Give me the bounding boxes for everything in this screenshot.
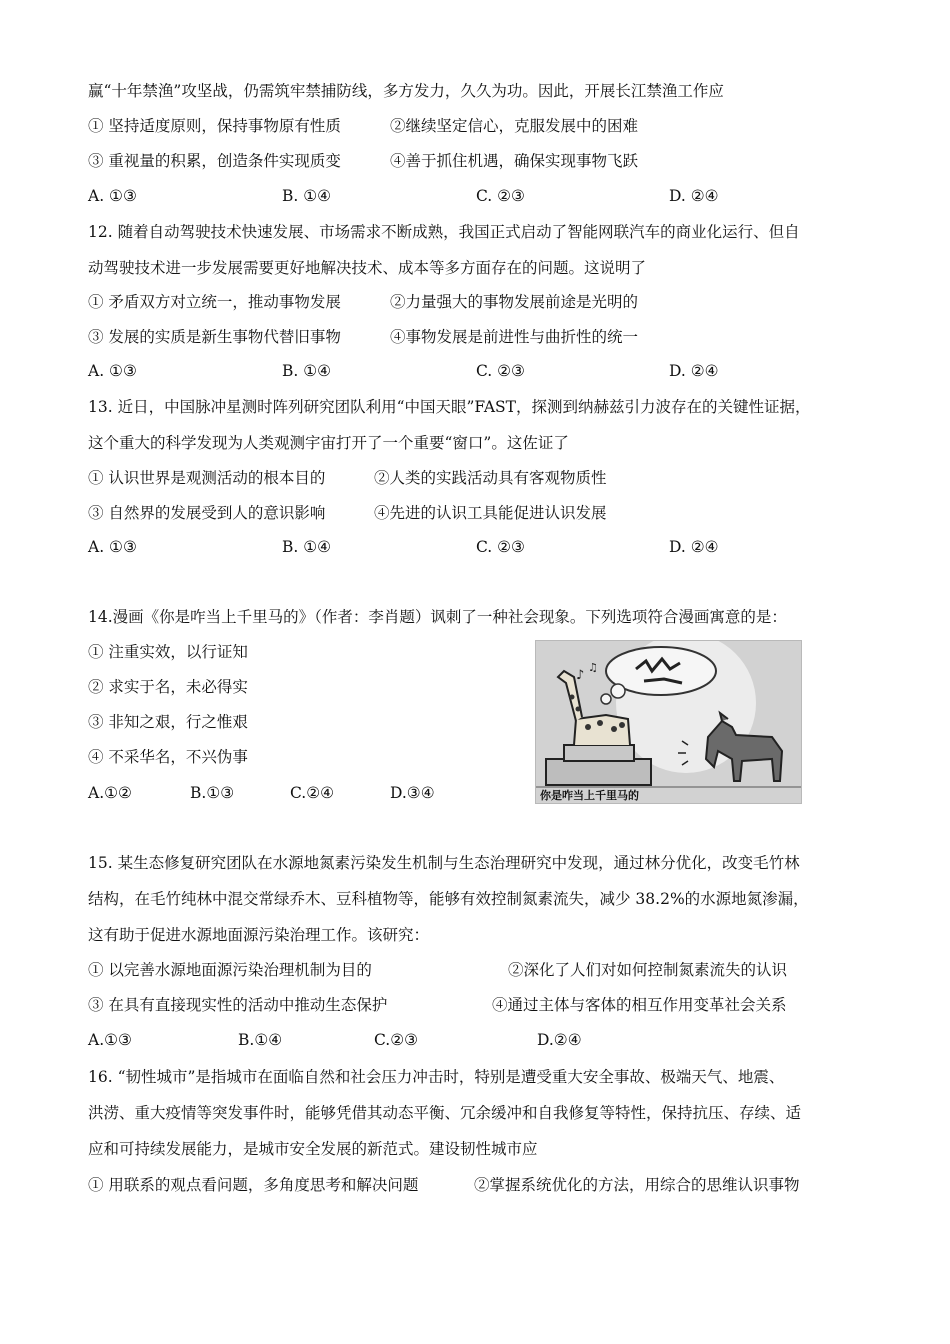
q13-option-d[interactable]: D. ②④ [669, 538, 719, 556]
q14-stem: 14.漫画《你是咋当上千里马的》（作者：李肖题）讽刺了一种社会现象。下列选项符合漫画寓意的是： [88, 608, 787, 626]
q14-option-c[interactable]: C.②④ [290, 784, 335, 802]
q11-statement-3: ③ 重视量的积累，创造条件实现质变 [88, 152, 341, 170]
q11-option-a[interactable]: A. ①③ [88, 187, 137, 205]
q11-statement-2: ②继续坚定信心，克服发展中的困难 [390, 117, 639, 135]
q13-stem-line1: 13. 近日，中国脉冲星测时阵列研究团队利用“中国天眼”FAST，探测到纳赫兹引力波存在的关键性证据， [88, 398, 811, 416]
q13-statement-4: ④先进的认识工具能促进认识发展 [374, 504, 607, 522]
svg-text:♪: ♪ [576, 668, 585, 683]
cartoon-caption: 你是咋当上千里马的 [540, 789, 639, 802]
q12-stem-line2: 动驾驶技术进一步发展需要更好地解决技术、成本等多方面存在的问题。这说明了 [88, 259, 647, 277]
q12-statement-1: ① 矛盾双方对立统一，推动事物发展 [88, 293, 341, 311]
q13-option-c[interactable]: C. ②③ [476, 538, 525, 556]
q12-option-d[interactable]: D. ②④ [669, 362, 719, 380]
q14-option-d[interactable]: D.③④ [390, 784, 435, 802]
q15-option-a[interactable]: A.①③ [88, 1031, 132, 1049]
q13-statement-1: ① 认识世界是观测活动的根本目的 [88, 469, 326, 487]
q13-statement-2: ②人类的实践活动具有客观物质性 [374, 469, 607, 487]
q15-stem-line1: 15. 某生态修复研究团队在水源地氮素污染发生机制与生态治理研究中发现，通过林分优化，改变毛竹林 [88, 854, 800, 872]
q11-option-b[interactable]: B. ①④ [282, 187, 332, 205]
q12-option-a[interactable]: A. ①③ [88, 362, 137, 380]
q12-stem-line1: 12. 随着自动驾驶技术快速发展、市场需求不断成熟，我国正式启动了智能网联汽车的商业化运行、但自 [88, 223, 800, 241]
cartoon-drawing [536, 641, 801, 803]
q16-statement-2: ②掌握系统优化的方法，用综合的思维认识事物 [474, 1176, 800, 1194]
svg-text:♫: ♫ [588, 661, 598, 674]
q15-statement-3: ③ 在具有直接现实性的活动中推动生态保护 [88, 996, 388, 1014]
q14-option-b[interactable]: B.①③ [190, 784, 235, 802]
cartoon-illustration [535, 640, 802, 804]
q15-statement-1: ① 以完善水源地面源污染治理机制为目的 [88, 961, 372, 979]
q13-option-b[interactable]: B. ①④ [282, 538, 332, 556]
q15-option-b[interactable]: B.①④ [238, 1031, 283, 1049]
q11-statement-4: ④善于抓住机遇，确保实现事物飞跃 [390, 152, 639, 170]
q16-stem-line2: 洪涝、重大疫情等突发事件时，能够凭借其动态平衡、冗余缓冲和自我修复等特性，保持抗压、存续、适 [88, 1104, 802, 1122]
q15-statement-2: ②深化了人们对如何控制氮素流失的认识 [508, 961, 788, 979]
q12-statement-2: ②力量强大的事物发展前途是光明的 [390, 293, 639, 311]
q14-statement-3: ③ 非知之艰，行之惟艰 [88, 713, 248, 731]
q14-statement-2: ② 求实于名，未必得实 [88, 678, 248, 696]
q12-option-b[interactable]: B. ①④ [282, 362, 332, 380]
q12-option-c[interactable]: C. ②③ [476, 362, 525, 380]
q11-statement-1: ① 坚持适度原则，保持事物原有性质 [88, 117, 341, 135]
q14-statement-1: ① 注重实效，以行证知 [88, 643, 248, 661]
q14-statement-4: ④ 不采华名，不兴伪事 [88, 748, 248, 766]
q15-option-c[interactable]: C.②③ [374, 1031, 419, 1049]
q12-statement-3: ③ 发展的实质是新生事物代替旧事物 [88, 328, 341, 346]
q15-stem-line2: 结构，在毛竹纯林中混交常绿乔木、豆科植物等，能够有效控制氮素流失，减少 38.2%的水源地氮渗漏， [88, 890, 809, 908]
q15-stem-line3: 这有助于促进水源地面源污染治理工作。该研究： [88, 926, 430, 944]
q13-stem-line2: 这个重大的科学发现为人类观测宇宙打开了一个重要“窗口”。这佐证了 [88, 434, 569, 452]
q15-statement-4: ④通过主体与客体的相互作用变革社会关系 [492, 996, 787, 1014]
q15-option-d[interactable]: D.②④ [537, 1031, 582, 1049]
q16-stem-line3: 应和可持续发展能力，是城市安全发展的新范式。建设韧性城市应 [88, 1140, 538, 1158]
q12-statement-4: ④事物发展是前进性与曲折性的统一 [390, 328, 639, 346]
q13-option-a[interactable]: A. ①③ [88, 538, 137, 556]
q13-statement-3: ③ 自然界的发展受到人的意识影响 [88, 504, 326, 522]
q11-stem: 赢“十年禁渔”攻坚战，仍需筑牢禁捕防线，多方发力，久久为功。因此，开展长江禁渔工作应 [88, 82, 724, 100]
q11-option-d[interactable]: D. ②④ [669, 187, 719, 205]
q14-option-a[interactable]: A.①② [88, 784, 132, 802]
q16-stem-line1: 16. “韧性城市”是指城市在面临自然和社会压力冲击时，特别是遭受重大安全事故、极端天气、地震、 [88, 1068, 785, 1086]
q16-statement-1: ① 用联系的观点看问题，多角度思考和解决问题 [88, 1176, 419, 1194]
q11-option-c[interactable]: C. ②③ [476, 187, 525, 205]
